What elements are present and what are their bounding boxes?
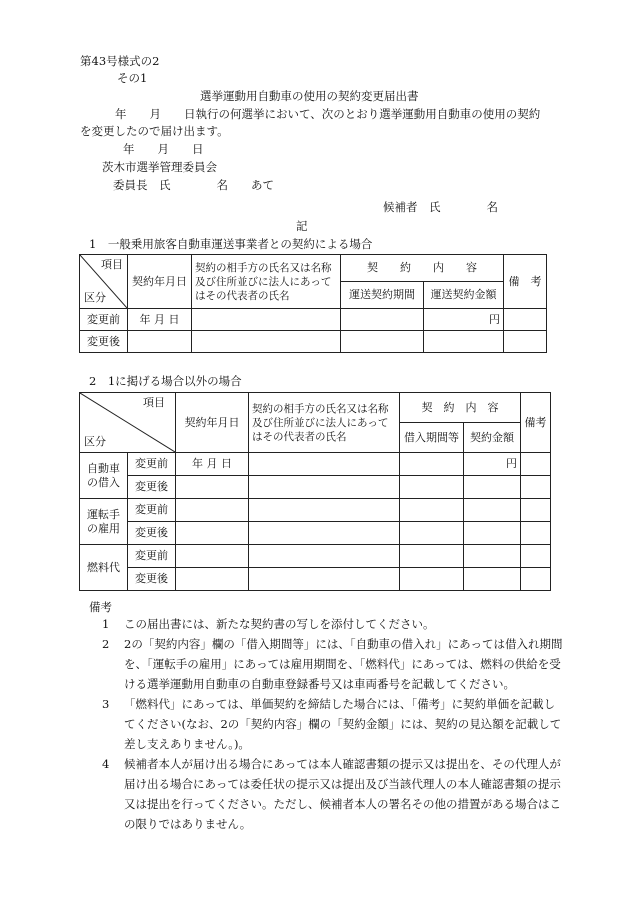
period-cell[interactable]	[400, 476, 464, 499]
date-cell[interactable]	[176, 522, 249, 545]
note-text: 2の「契約内容」欄の「借入期間等」には、「自動車の借入れ」にあっては借入れ期間を、「運転手の雇用」にあっては雇用期間を、「燃料代」にあっては、燃料の供給を受ける選挙運動用自動車の自動車登録番号又は車両番号を記載してください。	[124, 637, 563, 691]
remarks-cell[interactable]	[504, 309, 547, 331]
col-contract-party: 契約の相手方の氏名又は名称及び住所並びに法人にあってはその代表者の氏名	[192, 255, 341, 309]
remarks-cell[interactable]	[521, 453, 551, 476]
period-cell[interactable]	[400, 522, 464, 545]
ki-label: 記	[296, 219, 308, 233]
col-contract-amount: 契約金額	[464, 423, 521, 453]
note-text: この届出書には、新たな契約書の写しを添付してください。	[124, 617, 435, 631]
intro-line-2: を変更したので届け出ます。	[80, 124, 229, 138]
col-remarks: 備考	[521, 393, 551, 453]
party-cell[interactable]	[249, 453, 400, 476]
amount-cell[interactable]	[464, 476, 521, 499]
amount-cell[interactable]	[424, 331, 504, 353]
amount-cell[interactable]	[464, 545, 521, 568]
diagonal-header-cell	[80, 393, 176, 453]
diagonal-header-cell	[80, 255, 128, 309]
diag-item-label: 項目	[143, 396, 165, 409]
amount-cell[interactable]: 円	[464, 453, 521, 476]
note-item	[102, 694, 572, 754]
col-contract-party: 契約の相手方の氏名又は名称及び住所並びに法人にあってはその代表者の氏名	[249, 393, 400, 453]
col-borrow-period: 借入期間等	[400, 423, 464, 453]
amount-cell[interactable]	[464, 499, 521, 522]
page-title: 選挙運動用自動車の使用の契約変更届出書	[200, 89, 419, 103]
party-cell[interactable]	[249, 545, 400, 568]
note-item	[102, 634, 572, 694]
amount-cell[interactable]: 円	[424, 309, 504, 331]
col-contract-content: 契 約 内 容	[341, 255, 504, 282]
group-car-rental: 自動車の借入	[80, 453, 128, 499]
party-cell[interactable]	[192, 309, 341, 331]
table-row	[80, 331, 547, 353]
row-before-label: 変更前	[128, 499, 176, 522]
section1-heading: 1 一般乗用旅客自動車運送事業者との契約による場合	[89, 237, 373, 251]
date-cell[interactable]	[128, 331, 192, 353]
row-before-label: 変更前	[128, 545, 176, 568]
table-row	[80, 309, 547, 331]
remarks-cell[interactable]	[521, 545, 551, 568]
period-cell[interactable]	[341, 309, 424, 331]
note-number: 1	[102, 617, 110, 631]
table-row	[80, 453, 551, 476]
table-row	[80, 476, 551, 499]
period-cell[interactable]	[341, 331, 424, 353]
row-before-label: 変更前	[80, 309, 128, 331]
period-cell[interactable]	[400, 499, 464, 522]
party-cell[interactable]	[192, 331, 341, 353]
group-fuel-cost: 燃料代	[80, 545, 128, 591]
date-cell[interactable]	[176, 476, 249, 499]
party-cell[interactable]	[249, 476, 400, 499]
remarks-cell[interactable]	[521, 522, 551, 545]
diag-category-label: 区分	[84, 291, 106, 304]
note-number: 2	[102, 637, 110, 651]
row-after-label: 変更後	[128, 522, 176, 545]
diag-category-label: 区分	[84, 435, 106, 448]
section1-table	[79, 254, 547, 353]
amount-cell[interactable]	[464, 522, 521, 545]
period-cell[interactable]	[400, 453, 464, 476]
party-cell[interactable]	[249, 568, 400, 591]
col-remarks: 備 考	[504, 255, 547, 309]
date-cell[interactable]	[176, 568, 249, 591]
col-transport-amount: 運送契約金額	[424, 282, 504, 309]
party-cell[interactable]	[249, 522, 400, 545]
group-driver-hire: 運転手の雇用	[80, 499, 128, 545]
remarks-cell[interactable]	[521, 568, 551, 591]
note-item	[102, 754, 572, 834]
row-after-label: 変更後	[80, 331, 128, 353]
form-number: 第43号様式の2	[80, 54, 160, 68]
date-cell[interactable]	[176, 499, 249, 522]
table-row	[80, 545, 551, 568]
period-cell[interactable]	[400, 545, 464, 568]
date-placeholder: 年 月 日	[128, 309, 192, 331]
addressee-name: 委員長 氏 名 あて	[113, 178, 274, 192]
note-text: 「燃料代」にあっては、単価契約を締結した場合には、「備考」に契約単価を記載してください(なお、2の「契約内容」欄の「契約金額」には、契約の見込額を記載して差し支えありません。)。	[124, 697, 562, 751]
row-before-label: 変更前	[128, 453, 176, 476]
row-after-label: 変更後	[128, 568, 176, 591]
addressee-org: 茨木市選挙管理委員会	[102, 160, 217, 174]
note-number: 4	[102, 757, 110, 771]
note-text: 候補者本人が届け出る場合にあっては本人確認書類の提示又は提出を、その代理人が届け出る場合にあっては委任状の提示又は提出及び当該代理人の本人確認書類の提示又は提出を行ってください。ただし、候補者本人の署名その他の措置がある場合はこの限りではありません。	[124, 757, 561, 831]
section2-heading: 2 1に掲げる場合以外の場合	[89, 374, 242, 388]
notes-heading: 備考	[89, 600, 112, 614]
table-row	[80, 522, 551, 545]
diag-item-label: 項目	[101, 258, 123, 271]
remarks-cell[interactable]	[504, 331, 547, 353]
col-contract-date: 契約年月日	[128, 255, 192, 309]
col-contract-content: 契 約 内 容	[400, 393, 521, 423]
row-after-label: 変更後	[128, 476, 176, 499]
party-cell[interactable]	[249, 499, 400, 522]
note-item	[102, 614, 572, 634]
form-sub-number: その1	[117, 71, 148, 85]
remarks-cell[interactable]	[521, 499, 551, 522]
table-row	[80, 499, 551, 522]
amount-cell[interactable]	[464, 568, 521, 591]
date-placeholder: 年 月 日	[176, 453, 249, 476]
note-number: 3	[102, 697, 110, 711]
col-contract-date: 契約年月日	[176, 393, 249, 453]
date-cell[interactable]	[176, 545, 249, 568]
intro-line-1: 年 月 日執行の何選挙において、次のとおり選挙運動用自動車の使用の契約	[115, 107, 541, 121]
table-row	[80, 568, 551, 591]
section2-table	[79, 392, 551, 591]
submission-date: 年 月 日	[123, 142, 204, 156]
col-transport-period: 運送契約期間	[341, 282, 424, 309]
candidate-name: 候補者 氏 名	[383, 200, 498, 214]
period-cell[interactable]	[400, 568, 464, 591]
remarks-cell[interactable]	[521, 476, 551, 499]
